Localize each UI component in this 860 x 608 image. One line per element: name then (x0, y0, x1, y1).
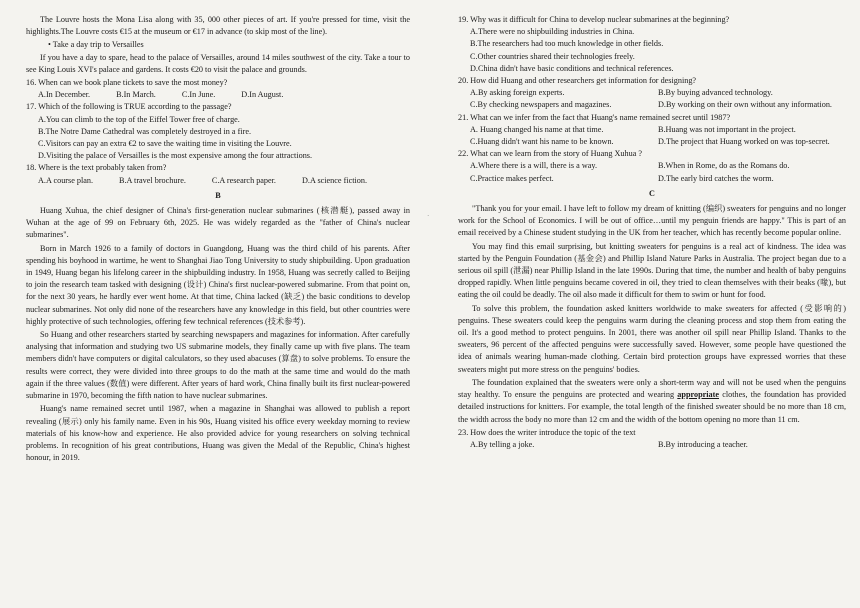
option: A. Huang changed his name at that time. (470, 124, 604, 134)
question-21-options-row-2 (458, 136, 846, 148)
question-23-options (458, 439, 846, 451)
option: D.In August. (241, 90, 284, 100)
passage-c-paragraph: "Thank you for your email. I have left to follow my dream of knitting (编织) sweaters for penguins and no longer work for the School of Economics. I will be out of office…until my penguin friends are happy." This is part of an email received by a Chinese student studying in the UK from her teacher, which has recently become popular online. (458, 204, 846, 238)
option: B.When in Rome, do as the Romans do. (658, 161, 790, 171)
text-before: The foundation explained that the sweaters were only a short-term way and will not be used when the penguins stay healthy. To ensure the penguins are protected and wearing (458, 377, 846, 400)
option: C.Visitors can pay an extra €2 to save the waiting time in visiting the Louvre. (38, 139, 292, 149)
option: A.A course plan. (38, 175, 94, 185)
question-20-options-row-2 (458, 99, 846, 111)
scan-speck: · (427, 212, 430, 220)
option: A.In December. (38, 90, 91, 100)
right-column (458, 14, 846, 451)
option: B.In March. (116, 90, 156, 100)
question-16: 16. When can we book plane tickets to save the most money? (26, 78, 228, 88)
question-18: 18. Where is the text probably taken from? (26, 163, 167, 173)
option: D.By working on their own without any information. (658, 100, 832, 110)
left-column (26, 14, 410, 465)
option: C.Other countries shared their technologies freely. (470, 51, 635, 61)
question-20-options-row-1 (458, 87, 846, 99)
underlined-word: appropriate (677, 390, 719, 400)
option: B.The Notre Dame Cathedral was completely destroyed in a fire. (38, 126, 252, 136)
question-23: 23. How does the writer introduce the topic of the text (458, 427, 636, 437)
option: B.Huang was not important in the project. (658, 124, 796, 134)
option: A.You can climb to the top of the Eiffel Tower free of charge. (38, 114, 240, 124)
option: C.In June. (181, 90, 216, 100)
option: D.China didn't have basic conditions and technical references. (470, 63, 674, 73)
question-16-options (26, 89, 410, 101)
question-22-options-row-1 (458, 160, 846, 172)
option: A.There were no shipbuilding industries in China. (470, 27, 635, 37)
option: D.A science fiction. (301, 175, 368, 185)
passage-a-versailles: If you have a day to spare, head to the palace of Versailles, around 14 miles southwest of the city. Take a tour to see King Louis XVI's palace and gardens. It costs €20 to visit the palace and grounds. (26, 52, 410, 74)
section-b-heading: B (215, 190, 221, 200)
question-22-options-row-2 (458, 173, 846, 185)
passage-b-paragraph: Born in March 1926 to a family of doctors in Guangdong, Huang was the third child of his parents. After spending his boyhood in wartime, he went to Shanghai Jiao Tong University to study shipbuilding. Upon graduation in 1949, Huang began his lifelong career in the shipbuilding industry. In 1958, Huang was secretly called to Beijing to join the research team tasked with designing (设计) China's first nuclear-powered submarine. From that point on, for the next 30 years, he hardly ever went home. At that time, China lacked (缺乏) the basic conditions to develop nuclear submarines. Not only did none of the researchers have any knowledge in this field, but other countries were highly protective of such technologies, offering few technical references (技术参考). (26, 243, 410, 326)
versailles-heading: • Take a day trip to Versailles (48, 40, 144, 50)
passage-c-paragraph: You may find this email surprising, but knitting sweaters for penguins is a real act of kindness. The idea was started by the Penguin Foundation (基金会) and Phillip Island Nature Parks in Australia. The project began due to a serious oil spill (泄漏) near Phillip Island in the late 1990s. During that time, the number and health of baby penguins dropped rapidly. When little penguins became covered in oil, they tried to clean themselves with their beaks (喙), but eating the oil could be deadly. The oil also made it difficult for them to swim or hunt for food. (458, 241, 846, 300)
option: D.The project that Huang worked on was top-secret. (658, 137, 830, 147)
passage-b-paragraph: So Huang and other researchers started by searching newspapers and magazines for information. After carefully analysing that information and studying two US submarine models, they finally came up with five plans. The team members didn't have computers or digital calculators, so they used abacuses (算盘) to solve problems. To ensure the results were correct, they were divided into three groups to do the math at the same time and would do the math again if the three values (数值) were different. After years of hard work, China finally built its first nuclear-powered submarine in 1970, becoming the fifth nation to have nuclear submarines. (26, 330, 410, 401)
option: A.By asking foreign experts. (470, 88, 565, 98)
option: A.Where there is a will, there is a way. (470, 161, 598, 171)
option: B.By introducing a teacher. (658, 439, 748, 449)
section-c-heading: C (649, 188, 655, 198)
option: D.The early bird catches the worm. (658, 173, 774, 183)
passage-c-paragraph-last (458, 377, 846, 426)
option: B.A travel brochure. (119, 175, 186, 185)
option: B.By buying advanced technology. (658, 88, 773, 98)
text-after: clothes, the foundation has provided detailed instructions for knitters. For example, the total length of the finished sweater should be no more than 18 cm, the width across the body no more than 12 cm and the width of the bottom opening no more than 11 cm. (458, 390, 846, 424)
option: A.By telling a joke. (470, 439, 535, 449)
passage-b-paragraph: Huang's name remained secret until 1987, when a magazine in Shanghai was allowed to publish a report revealing (展示) only his family name. Even in his 90s, Huang visited his office every weekday morning to review materials of his know-how and experience. He also provided advice for young researchers on solving technical problems. In recognition of his great contributions, Huang was given the Medal of the Republic, China's highest honour, in 2019. (26, 404, 410, 463)
question-22: 22. What can we learn from the story of Huang Xuhua ? (458, 149, 643, 159)
question-18-options (26, 175, 410, 187)
passage-c-paragraph: To solve this problem, the foundation asked knitters worldwide to make sweaters for affected (受影响的) penguins. These sweaters could keep the penguins warm during the cleaning process and stop them from eating the oil. It's a good method to protect penguins. In 2001, there was another oil spill near Phillip Island. Thanks to the sweaters, 96 percent of the affected penguins were successfully saved. However, some people have questioned the idea of animals wearing human-made clothing. Certain bird protection groups have expressed worries that these sweaters might put more stress on the penguins' bodies. (458, 303, 846, 374)
option: C.Huang didn't want his name to be known. (470, 137, 614, 147)
question-17: 17. Which of the following is TRUE according to the passage? (26, 102, 232, 112)
option: C.By checking newspapers and magazines. (470, 100, 612, 110)
option: B.The researchers had too much knowledge in other fields. (470, 39, 664, 49)
question-20: 20. How did Huang and other researchers get information for designing? (458, 76, 697, 86)
passage-a-tail: The Louvre hosts the Mona Lisa along with 35, 000 other pieces of art. If you're pressed for time, visit the highlights.The Louvre costs €15 at the museum or €17 in advance (to skip most of the line). (26, 15, 410, 37)
option: C.Practice makes perfect. (470, 173, 554, 183)
option: D.Visiting the palace of Versailles is the most expensive among the four attractions. (38, 151, 313, 161)
question-21: 21. What can we infer from the fact that Huang's name remained secret until 1987? (458, 112, 731, 122)
passage-b-paragraph: Huang Xuhua, the chief designer of China's first-generation nuclear submarines (核潜艇), passed away in Wuhan at the age of 99 on February 6th, 2025. He was widely regarded as the "father of China's nuclear submarines". (26, 206, 410, 240)
option: C.A research paper. (211, 175, 276, 185)
question-19: 19. Why was it difficult for China to develop nuclear submarines at the beginning? (458, 15, 730, 24)
question-21-options-row-1 (458, 124, 846, 136)
